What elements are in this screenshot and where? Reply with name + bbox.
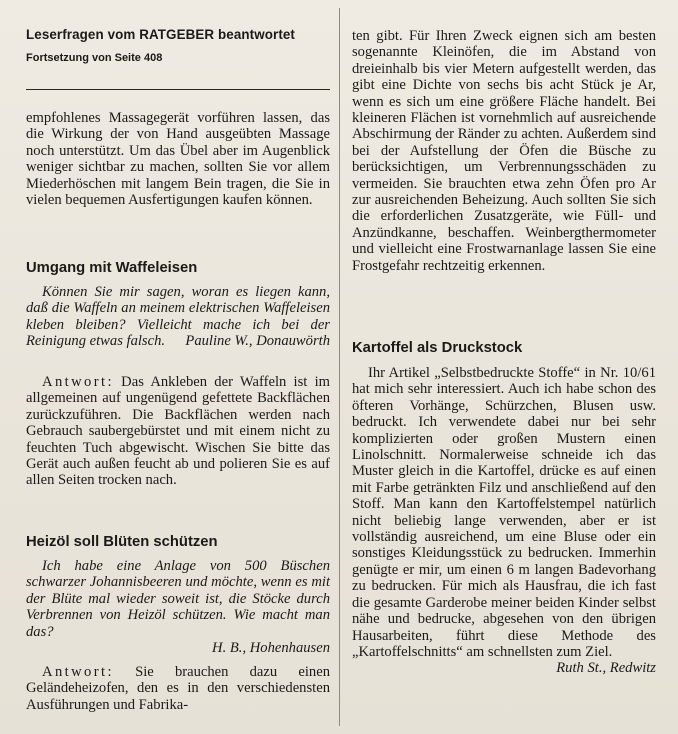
article-body: Ihr Artikel „Selbstbedruckte Stoffe“ in Nr. 10/61 hat mich sehr interessiert. Auch ich habe schon des öfteren Vorhänge, Schürzchen, Blusen usw. bedruckt. Ich verwendete dabei nur bei sehr komplizierten oder großen Mustern einen Linolschnitt. Normalerweise schneide ich das Muster gleich in die Kartoffel, drücke es auf einen mit Farbe getränkten Filz und anschließend auf den Stoff. Man kann den Kartoffelstempel natürlich nicht beliebig lange verwenden, aber er ist vollständig ausreichend, um eine Bluse oder ein sonstiges Kleidungsstück zu bedrucken. Immerhin genügte er mir, um einen 6 m langen Badevorhang zu bedrucken. Für mich als Hausfrau, die ich fast die gesamte Garderobe meiner beiden Kinder selbst nähe und bedrucke, abgesehen von den übrigen Hausarbeiten, führt diese Methode des „Kartoffelschnitts“ am schnellsten zum Ziel. bbox=[352, 365, 656, 660]
column-header-title: Leserfragen vom RATGEBER beantwortet bbox=[26, 27, 295, 42]
article-heading: Kartoffel als Druckstock bbox=[352, 340, 523, 356]
header-rule bbox=[26, 89, 330, 90]
continuation-note: Fortsetzung von Seite 408 bbox=[26, 52, 163, 64]
intro-paragraph: empfohlenes Massagegerät vorführen lassen, das die Wirkung der von Hand ausgeübten Massage noch unterstützt. Um das Übel aber im Augenblick weniger sichtbar zu machen, sollten Sie vor allem Miederhöschen mit langem Bein tragen, die Sie in vielen bequemen Ausfertigungen kaufen können. bbox=[26, 110, 330, 209]
article-signature: Ruth St., Redwitz bbox=[556, 660, 656, 677]
answer-text: Sie brauchen dazu einen Geländeheizofen, den es in den verschiedensten Ausführungen und Fabrika- bbox=[26, 664, 330, 713]
answer-text: Das Ankleben der Waffeln ist im allgemeinen auf ungenügend gefettete Backflächen zurückzuführen. Die Backflächen werden nach Gebrauch saubergebürstet und mit einem nicht zu feuchten Tuch abgewischt. Wischen Sie bitte das Gerät auch außen feucht ab und polieren Sie es auf allen Seiten trocken nach. bbox=[26, 374, 330, 489]
signature-waffeleisen: Pauline W., Donauwörth bbox=[185, 333, 330, 350]
section-heading-heizoel: Heizöl soll Blüten schützen bbox=[26, 534, 218, 550]
article-text bbox=[352, 365, 656, 677]
question-waffeleisen bbox=[26, 284, 330, 350]
answer-label: Antwort: bbox=[42, 664, 114, 680]
question-heizoel bbox=[26, 558, 330, 640]
section-heading-waffeleisen: Umgang mit Waffeleisen bbox=[26, 260, 198, 276]
question-text: Ich habe eine Anlage von 500 Büschen schwarzer Johannisbeeren und möchte, wenn es mit der Blüte mal wieder soweit ist, die Stöcke durch Verbrennen von Heizöl schützen. Wie macht man das? bbox=[26, 558, 330, 640]
column-divider bbox=[339, 8, 340, 726]
answer-continuation: ten gibt. Für Ihren Zweck eignen sich am besten sogenannte Kleinöfen, die im Abstand von dreieinhalb bis vier Metern aufgestellt werden, das gibt eine Dichte von sechs bis acht Stück je Ar, wenn es sich um eine größere Fläche handelt. Bei kleineren Flächen ist vornehmlich auf ausreichende Abschirmung der Ränder zu achten. Außerdem sind bei der Aufstellung der Öfen die Büsche zu berücksichtigen, um Verbrennungsschäden zu vermeiden. Sie brauchten etwa zehn Öfen pro Ar zur ausreichenden Beheizung. Auch sollten Sie sich die erforderlichen Zusatzgeräte, wie Füll- und Anzündkanne, beschaffen. Weinbergthermometer und vielleicht eine Frostwarnanlage lassen Sie eine Frostgefahr rechtzeitig erkennen. bbox=[352, 28, 656, 274]
answer-label: Antwort: bbox=[42, 374, 114, 390]
signature-heizoel: H. B., Hohenhausen bbox=[212, 640, 330, 656]
answer-waffeleisen bbox=[26, 374, 330, 489]
question-text: Können Sie mir sagen, woran es liegen kann, daß die Waffeln an meinem elektrischen Waffeleisen kleben bleiben? Vielleicht mache ich bei der Reinigung etwas falsch. bbox=[26, 284, 330, 350]
answer-heizoel bbox=[26, 664, 330, 713]
